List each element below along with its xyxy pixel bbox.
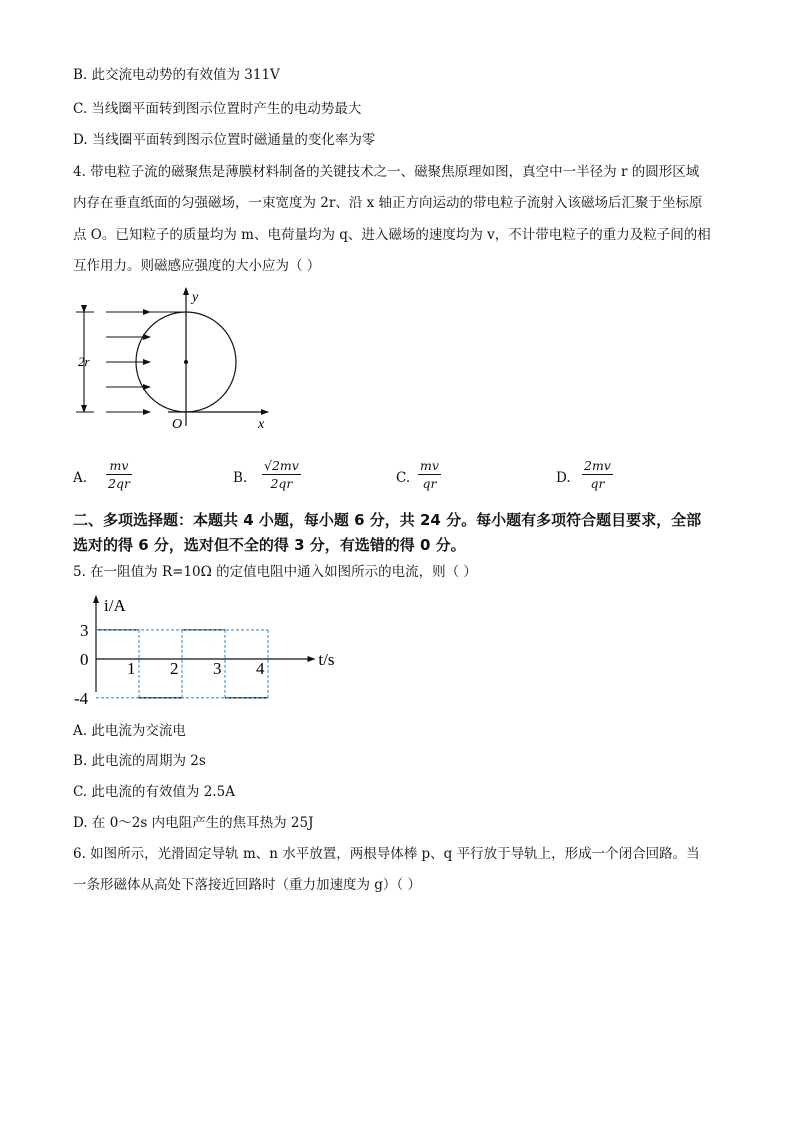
y-tick-label-3: 3 — [80, 620, 89, 640]
q4-option-d-numerator: 2mv — [584, 458, 611, 473]
section2-heading-line2: 选对的得 6 分，选对但不全的得 3 分，有选错的得 0 分。 — [73, 536, 466, 554]
section2-heading-line1: 二、多项选择题：本题共 4 小题，每小题 6 分，共 24 分。每小题有多项符合题目要求，全部 — [73, 511, 702, 529]
q4-option-a-letter: A. — [73, 470, 88, 486]
q5-option-c: C. 此电流的有效值为 2.5A — [73, 784, 235, 800]
q4-stem-line3: 点 O。已知粒子的质量均为 m、电荷量均为 q、进入磁场的速度均为 v，不计带电粒子的重力及粒子间的相 — [73, 227, 711, 243]
q4-option-b-denominator: 2qr — [270, 476, 293, 491]
y-tick-label--4: -4 — [74, 688, 89, 708]
q4-option-a-denominator: 2qr — [108, 476, 130, 491]
q5-current-chart — [70, 592, 335, 708]
y-tick-label-0: 0 — [80, 650, 89, 669]
x-tick-label-4: 4 — [256, 659, 265, 678]
chart-x-label: t/s — [318, 650, 335, 669]
y-axis-label: y — [192, 290, 199, 305]
q5-option-a: A. 此电流为交流电 — [73, 723, 186, 739]
q3-option-b: B. 此交流电动势的有效值为 311V — [73, 67, 280, 83]
q4-option-d-letter: D. — [556, 470, 571, 486]
width-label: 2r — [78, 354, 90, 369]
q5-option-b: B. 此电流的周期为 2s — [73, 753, 206, 769]
q6-stem-line2: 一条形磁体从高处下落接近回路时（重力加速度为 g）（ ） — [73, 877, 421, 893]
q4-option-b-letter: B. — [233, 470, 248, 486]
x-axis-label: x — [258, 417, 265, 432]
q6-stem-line1: 6. 如图所示，光滑固定导轨 m、n 水平放置，两根导体棒 p、q 平行放于导轨上，形成一个闭合回路。当 — [73, 846, 700, 862]
x-tick-label-1: 1 — [127, 659, 136, 678]
q4-option-b-fraction — [262, 458, 301, 491]
q4-stem-line1: 4. 带电粒子流的磁聚焦是薄膜材料制备的关键技术之一、磁聚焦原理如图，真空中一半径为 r 的圆形区域 — [73, 164, 700, 180]
x-tick-label-3: 3 — [213, 659, 222, 678]
q4-option-c-denominator: qr — [422, 476, 437, 491]
q4-option-a-fraction — [106, 458, 132, 491]
q3-option-d: D. 当线圈平面转到图示位置时磁通量的变化率为零 — [73, 132, 376, 148]
q4-stem-line4: 互作用力。则磁感应强度的大小应为（ ） — [73, 258, 321, 274]
q4-option-d-denominator: qr — [590, 476, 605, 491]
q4-option-d-fraction — [582, 458, 613, 491]
q5-option-d: D. 在 0～2s 内电阻产生的焦耳热为 25J — [73, 815, 314, 831]
q4-stem-line2: 内存在垂直纸面的匀强磁场，一束宽度为 2r、沿 x 轴正方向运动的带电粒子流射入该磁场后汇聚于坐标原 — [73, 195, 703, 211]
chart-y-label: i/A — [104, 596, 126, 615]
q4-option-a-numerator: mv — [109, 458, 129, 473]
q4-option-c-letter: C. — [396, 470, 411, 486]
origin-label: O — [172, 417, 183, 432]
q3-option-c: C. 当线圈平面转到图示位置时产生的电动势最大 — [73, 101, 362, 117]
circle-center-dot — [184, 360, 188, 364]
q4-option-c-numerator: mv — [420, 458, 439, 473]
x-tick-label-2: 2 — [170, 659, 179, 678]
q5-stem: 5. 在一阻值为 R=10Ω 的定值电阻中通入如图所示的电流，则（ ） — [73, 564, 477, 580]
q4-option-b-numerator: √2mv — [264, 458, 299, 473]
q4-option-c-fraction — [418, 458, 441, 491]
q4-magnetic-focus-figure — [70, 284, 280, 434]
